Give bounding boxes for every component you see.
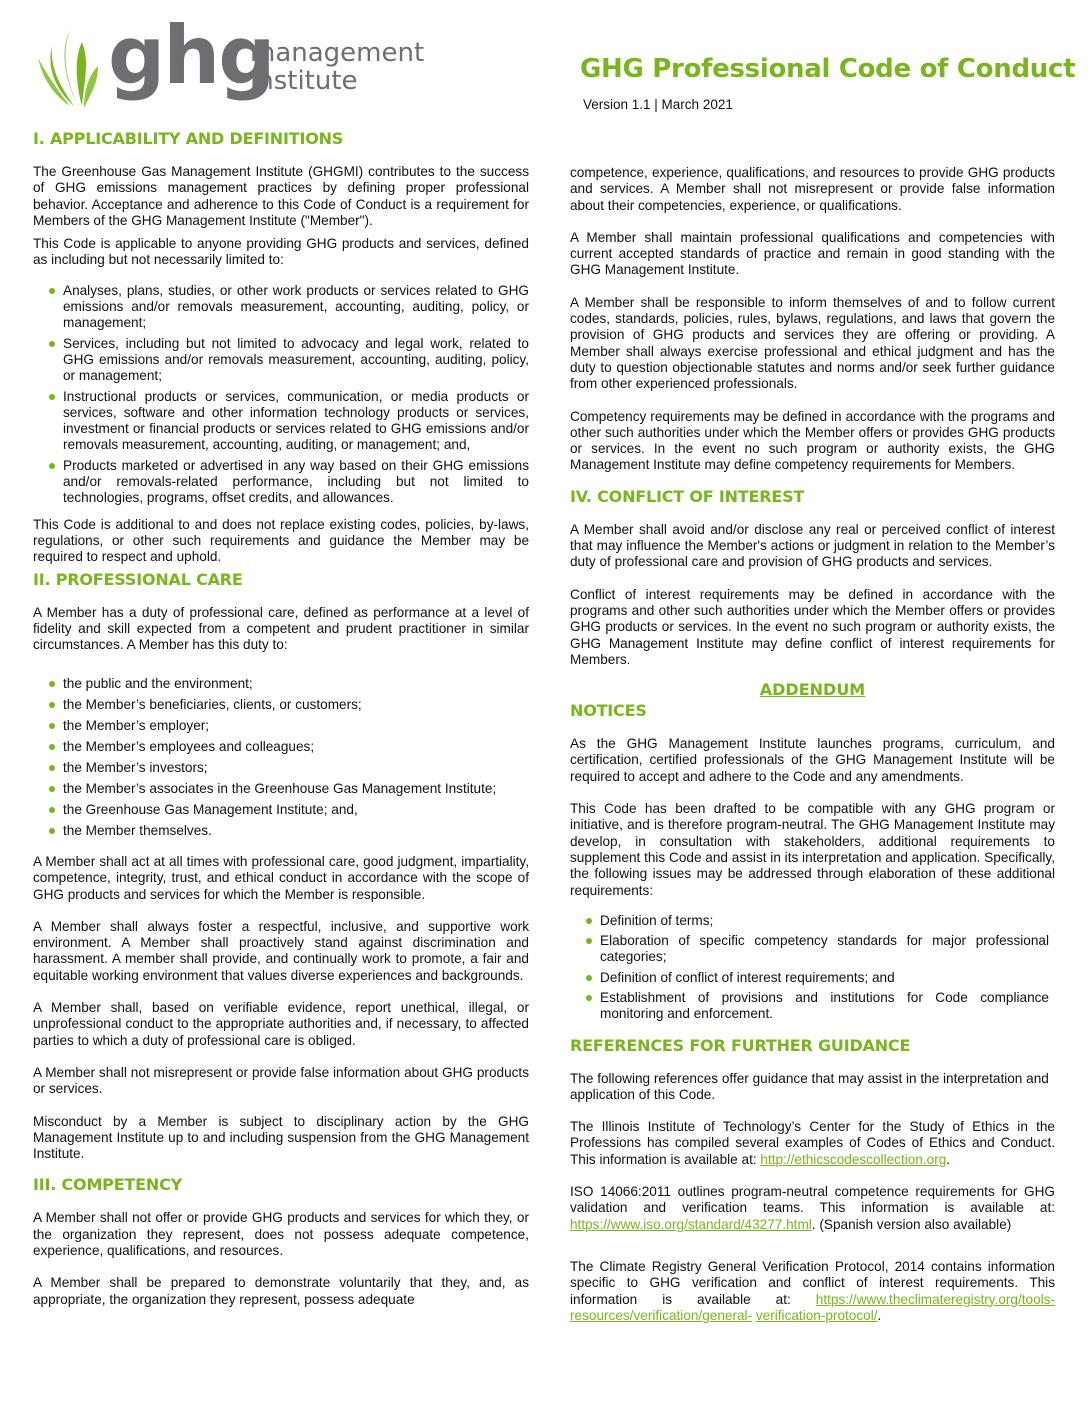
ethics-codes-link[interactable]: http://ethicscodescollection.org xyxy=(760,1151,947,1167)
paragraph: A Member shall, based on verifiable evidence, report unethical, illegal, or unprofessional conduct to the appropriate authorities and, if necessary, to affected parties to which a duty of professional care is obliged. xyxy=(33,1000,529,1048)
paragraph: Conflict of interest requirements may be defined in accordance with the programs and other such authorities under which the Member offers or provides GHG products or services. In the event no such program or authority exists, the GHG Management Institute may define conflict of interest requirements for Members. xyxy=(570,586,1055,667)
logo-line-institute: institute xyxy=(250,66,358,96)
addendum-title: ADDENDUM xyxy=(759,680,866,700)
heading-competency: III. COMPETENCY xyxy=(33,1175,182,1195)
list-item: Instructional products or services, communication, or media products or services, software and other information technology products or services, investment or financial products or services related to GHG emissions and/or removals measurement, accounting, auditing, or management; and, xyxy=(33,389,529,454)
reference-text: The Climate Registry General Verification Protocol, 2014 contains information specific to GHG verification and conflict of interest requirements. This information is available at: xyxy=(570,1258,1055,1307)
reference-tail: . (Spanish version also available) xyxy=(811,1216,1012,1232)
paragraph: A Member shall avoid and/or disclose any real or perceived conflict of interest that may influence the Member's actions or judgment in relation to the Member’s duty of professional care and provision of GHG products and services. xyxy=(570,521,1055,570)
list-item: Analyses, plans, studies, or other work products or services related to GHG emissions and/or removals measurement, accounting, auditing, policy, or management; xyxy=(33,283,529,332)
paragraph: A Member shall act at all times with professional care, good judgment, impartiality, competence, integrity, trust, and ethical conduct in accordance with the scope of GHG products and services for which the Member is responsible. xyxy=(33,853,529,902)
climate-registry-link[interactable]: https://www.theclimateregistry.org/tools-resources/verification/general- xyxy=(570,1291,1055,1323)
document-title: GHG Professional Code of Conduct xyxy=(580,54,1076,84)
logo-wordmark: ghg xyxy=(108,9,274,102)
ghgmi-logo xyxy=(30,9,430,110)
paragraph: Misconduct by a Member is subject to disciplinary action by the GHG Management Institute up to and including suspension from the GHG Management Institute. xyxy=(33,1113,529,1162)
list-item: the Greenhouse Gas Management Institute; and, xyxy=(33,802,529,818)
paragraph: A Member shall be responsible to inform themselves of and to follow current codes, standards, policies, rules, bylaws, regulations, and laws that govern the provision of GHG products and services they are offering or providing. A Member shall always exercise professional and ethical judgment and has the duty to question objectionable statutes and norms and/or seek further guidance from other experienced professionals. xyxy=(570,294,1055,392)
list-item: the Member’s investors; xyxy=(33,760,529,776)
paragraph: A Member shall be prepared to demonstrate voluntarily that they, and, as appropriate, the organization they represent, possess adequate xyxy=(33,1275,529,1307)
paragraph: A Member shall always foster a respectful, inclusive, and supportive work environment. A Member shall proactively stand against discrimination and harassment. A member shall provide, and continually work to promote, a fair and equitable working environment that values diverse experiences and backgrounds. xyxy=(33,918,529,983)
list-item: the Member’s employees and colleagues; xyxy=(33,739,529,755)
list-item: the public and the environment; xyxy=(33,676,529,692)
list-item: Establishment of provisions and institutions for Code compliance monitoring and enforcement. xyxy=(570,990,1049,1023)
applicability-list xyxy=(33,283,529,507)
reference-text: ISO 14066:2011 outlines program-neutral competence requirements for GHG validation and verification teams. This information is available at: xyxy=(570,1184,1055,1216)
paragraph: This Code is applicable to anyone providing GHG products and services, defined as including but not necessarily limited to: xyxy=(33,236,529,268)
paragraph: A Member shall not misrepresent or provide false information about GHG products or services. xyxy=(33,1064,529,1097)
reference-ethics xyxy=(570,1119,1055,1168)
reference-tail: . xyxy=(946,1151,951,1167)
list-item: Services, including but not limited to advocacy and legal work, related to GHG emissions and/or removals measurement, accounting, auditing, policy, or management; xyxy=(33,336,529,385)
paragraph: This Code is additional to and does not replace existing codes, policies, by-laws, regulations, or other such requirements and guidance the Member may be required to respect and uphold. xyxy=(33,516,529,565)
logo-line-management: management xyxy=(250,38,425,68)
right-column xyxy=(570,165,1055,1324)
list-item: Elaboration of specific competency standards for major professional categories; xyxy=(570,933,1049,966)
list-item: the Member themselves. xyxy=(33,823,529,839)
version-info: Version 1.1 | March 2021 xyxy=(583,97,733,112)
leaf-icon xyxy=(30,28,110,110)
list-item: the Member’s associates in the Greenhouse Gas Management Institute; xyxy=(33,781,529,797)
paragraph: The following references offer guidance that may assist in the interpretation and application of this Code. xyxy=(570,1070,1049,1102)
paragraph: A Member has a duty of professional care, defined as performance at a level of fidelity and skill expected from a competent and prudent practitioner in similar circumstances. A Member has this duty to: xyxy=(33,604,529,653)
iso-standard-link[interactable]: https://www.iso.org/standard/43277.html xyxy=(570,1216,812,1232)
heading-professional-care: II. PROFESSIONAL CARE xyxy=(33,569,243,589)
paragraph: A Member shall not offer or provide GHG products and services for which they, or the organization they represent, does not possess adequate competence, experience, qualifications, and resources. xyxy=(33,1210,529,1258)
notices-list xyxy=(570,913,1055,1023)
reference-climate-registry xyxy=(570,1259,1055,1324)
climate-registry-link-continued[interactable]: verification-protocol/ xyxy=(755,1307,878,1323)
list-item: Definition of conflict of interest requirements; and xyxy=(570,970,1049,986)
heading-references: REFERENCES FOR FURTHER GUIDANCE xyxy=(570,1035,911,1055)
paragraph: competence, experience, qualifications, and resources to provide GHG products and services. A Member shall not misrepresent or provide false information about their competencies, experience, or qualifications. xyxy=(570,165,1055,213)
duty-list xyxy=(33,676,529,839)
list-item: Products marketed or advertised in any way based on their GHG emissions and/or removals-related performance, including but not limited to technologies, programs, offset credits, and allowances. xyxy=(33,458,529,507)
paragraph: As the GHG Management Institute launches programs, curriculum, and certification, certified professionals of the GHG Management Institute will be required to accept and adhere to the Code and any amendments. xyxy=(570,736,1055,784)
list-item: Definition of terms; xyxy=(570,913,1049,929)
heading-notices: NOTICES xyxy=(570,701,647,721)
reference-text: The Illinois Institute of Technology’s Center for the Study of Ethics in the Professions has compiled several examples of Codes of Ethics and Conduct. This information is available at: xyxy=(570,1119,1055,1167)
reference-tail: . xyxy=(877,1307,882,1323)
paragraph: The Greenhouse Gas Management Institute (GHGMI) contributes to the success of GHG emissions management practices by defining proper professional behavior. Acceptance and adherence to this Code of Conduct is a requirement for Members of the GHG Management Institute ("Member"). xyxy=(33,164,529,228)
heading-applicability: I. APPLICABILITY AND DEFINITIONS xyxy=(33,129,344,148)
reference-iso xyxy=(570,1184,1055,1233)
left-column xyxy=(33,128,529,1308)
list-item: the Member’s employer; xyxy=(33,718,529,734)
paragraph: A Member shall maintain professional qualifications and competencies with current accepted standards of practice and remain in good standing with the GHG Management Institute. xyxy=(570,229,1055,278)
list-item: the Member’s beneficiaries, clients, or customers; xyxy=(33,697,529,713)
paragraph: Competency requirements may be defined in accordance with the programs and other such authorities under which the Member offers or provides GHG products or services. In the event no such program or authority exists, the GHG Management Institute may define competency requirements for Members. xyxy=(570,408,1055,473)
heading-conflict-of-interest: IV. CONFLICT OF INTEREST xyxy=(570,486,805,506)
paragraph: This Code has been drafted to be compatible with any GHG program or initiative, and is therefore program-neutral. The GHG Management Institute may develop, in consultation with stakeholders, additional requirements to supplement this Code and assist in its interpretation and application. Specifically, the following issues may be addressed through elaboration of these additional requirements: xyxy=(570,801,1055,898)
